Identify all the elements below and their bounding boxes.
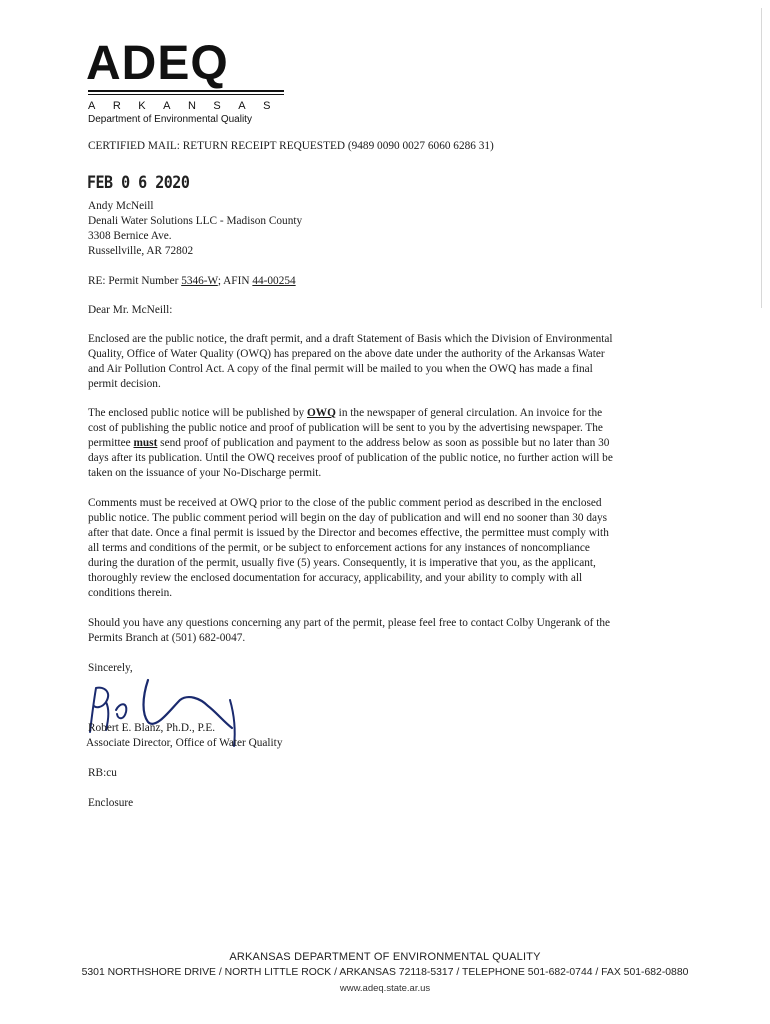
logo-state-name: ARKANSAS xyxy=(88,100,288,112)
recipient-city: Russellville, AR 72802 xyxy=(88,245,194,257)
footer-title: ARKANSAS DEPARTMENT OF ENVIRONMENTAL QUALITY xyxy=(229,951,541,963)
paragraph-line: after that date. Once a final permit is issued by the Director and becomes effective, the permittee must comply with xyxy=(88,527,609,539)
text-run: permittee xyxy=(88,437,134,449)
scan-edge-mark xyxy=(761,8,762,308)
logo-rule-thin xyxy=(88,94,284,95)
paragraph-line: thoroughly review the enclosed documentation for accuracy, applicability, and your ability to comply with all xyxy=(88,572,583,584)
paragraph-line: Should you have any questions concerning any part of the permit, please feel free to contact Colby Ungerank of the xyxy=(88,617,611,629)
paragraph-line: Comments must be received at OWQ prior to the close of the public comment period as described in the enclosed xyxy=(88,497,602,509)
salutation: Dear Mr. McNeill: xyxy=(88,304,173,316)
paragraph-line: and Air Pollution Control Act. A copy of the final permit will be mailed to you when the OWQ has made a final xyxy=(88,363,593,375)
paragraph-line: Enclosed are the public notice, the draft permit, and a draft Statement of Basis which the Division of Environmental xyxy=(88,333,613,345)
logo-rule xyxy=(88,90,284,92)
text-run: send proof of publication and payment to the address below as soon as possible but no later than 30 xyxy=(157,437,610,449)
paragraph-2 xyxy=(88,406,678,481)
certified-mail-line: CERTIFIED MAIL: RETURN RECEIPT REQUESTED (9489 0090 0027 6060 6286 31) xyxy=(88,140,494,152)
enclosure: Enclosure xyxy=(88,797,134,809)
paragraph-line xyxy=(88,406,678,421)
paragraph-line: permit decision. xyxy=(88,378,161,390)
text-run: in the newspaper of general circulation. An invoice for the xyxy=(335,407,603,419)
paragraph-line: cost of publishing the public notice and proof of publication will be sent to you by the advertising newspaper. The xyxy=(88,422,603,434)
paragraph-line: days after its publication. Until the OWQ receives proof of publication of the public notice, no further action will be xyxy=(88,452,613,464)
date-stamp: FEB 0 6 2020 xyxy=(87,172,190,193)
recipient-street: 3308 Bernice Ave. xyxy=(88,230,172,242)
paragraph-line: public notice. The public comment period will begin on the day of publication and will end no sooner than 30 days xyxy=(88,512,608,524)
afin-number: 44-00254 xyxy=(252,275,296,287)
recipient-company: Denali Water Solutions LLC - Madison County xyxy=(88,215,303,227)
paragraph-line: all terms and conditions of the permit, or be subject to enforcement actions for any instances of noncompliance xyxy=(88,542,590,554)
text-run: The enclosed public notice will be published by xyxy=(88,407,307,419)
owq-emphasis: OWQ xyxy=(306,407,336,419)
paragraph-3 xyxy=(88,496,678,601)
footer-website: www.adeq.state.ar.us xyxy=(339,983,431,994)
re-prefix: RE: Permit Number xyxy=(88,275,182,287)
footer-address: 5301 NORTHSHORE DRIVE / NORTH LITTLE ROCK / ARKANSAS 72118-5317 / TELEPHONE 501-682-0744 / FAX 501-682-0880 xyxy=(81,967,689,978)
re-mid: ; AFIN xyxy=(217,275,253,287)
must-emphasis: must xyxy=(133,437,158,449)
paragraph-line: Permits Branch at (501) 682-0047. xyxy=(88,632,246,644)
closing: Sincerely, xyxy=(88,662,133,674)
paragraph-4 xyxy=(88,616,678,646)
logo-wordmark: ADEQ xyxy=(86,37,229,90)
paragraph-line: taken on the issuance of your No-Discharge permit. xyxy=(88,467,322,479)
signer-title: Associate Director, Office of Water Quality xyxy=(86,737,283,749)
paragraph-1 xyxy=(88,332,678,392)
recipient-name: Andy McNeill xyxy=(88,200,154,212)
paragraph-line xyxy=(88,436,678,451)
permit-number: 5346-W xyxy=(181,275,218,287)
initials: RB:cu xyxy=(88,767,117,779)
adeq-logo xyxy=(86,37,288,125)
paragraph-line: during the duration of the permit, usually five (5) years. Consequently, it is imperative that you, as the applicant, xyxy=(88,557,596,569)
logo-department: Department of Environmental Quality xyxy=(88,114,252,125)
paragraph-line: conditions therein. xyxy=(88,587,173,599)
re-line xyxy=(88,274,296,289)
paragraph-line: Quality, Office of Water Quality (OWQ) has prepared on the above date under the authority of the Arkansas Water xyxy=(88,348,605,360)
signer-name: Robert E. Blanz, Ph.D., P.E. xyxy=(88,722,216,734)
